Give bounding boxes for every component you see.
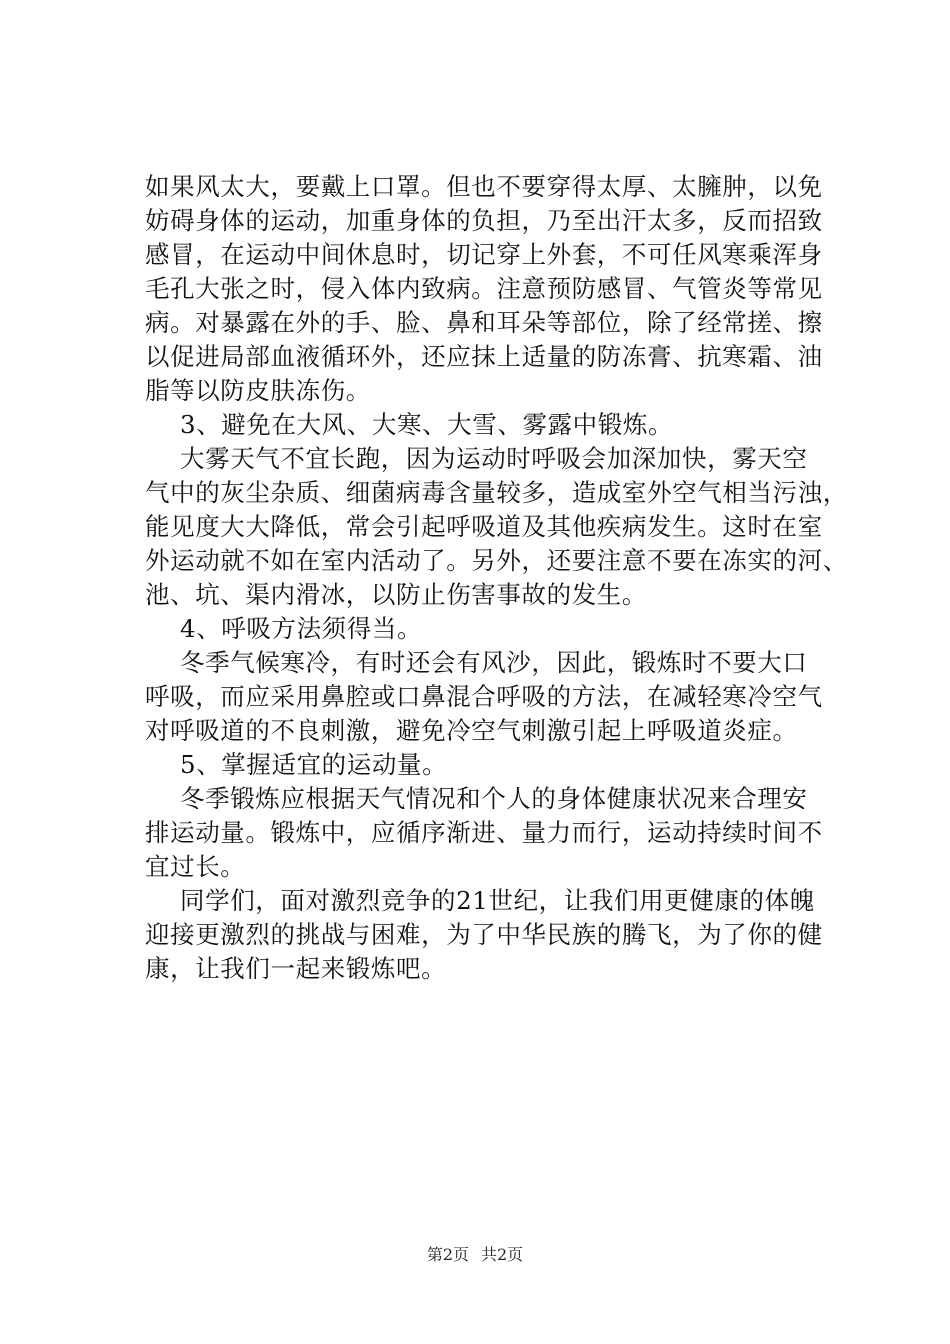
section-heading: 3、避免在大风、大寒、大雪、雾露中锻炼。 (180, 410, 674, 439)
text-line: 迎接更激烈的挑战与困难，为了中华民族的腾飞，为了你的健 (145, 920, 823, 949)
text-line: 以促进局部血液循环外，还应抹上适量的防冻膏、抗寒霜、油 (145, 342, 823, 371)
text-line: 外运动就不如在室内活动了。另外，还要注意不要在冻实的河、 (145, 546, 848, 575)
text-line: 脂等以防皮肤冻伤。 (145, 376, 371, 405)
document-body (145, 170, 848, 986)
text-line: 如果风太大，要戴上口罩。但也不要穿得太厚、太臃肿，以免 (145, 172, 823, 201)
page-footer (0, 1245, 950, 1265)
text-line: 病。对暴露在外的手、脸、鼻和耳朵等部位，除了经常搓、擦 (145, 308, 823, 337)
text-line: 气中的灰尘杂质、细菌病毒含量较多，造成室外空气相当污浊， (145, 478, 848, 507)
text-line: 冬季锻炼应根据天气情况和个人的身体健康状况来合理安 (180, 784, 808, 813)
text-line: 感冒，在运动中间休息时，切记穿上外套，不可任风寒乘浑身 (145, 240, 823, 269)
section-heading: 5、掌握适宜的运动量。 (180, 750, 448, 779)
text-line: 妨碍身体的运动，加重身体的负担，乃至出汗太多，反而招致 (145, 206, 823, 235)
text-line: 冬季气候寒冷，有时还会有风沙，因此，锻炼时不要大口 (180, 648, 808, 677)
text-line: 宜过长。 (145, 852, 246, 881)
text-line: 同学们，面对激烈竞争的21世纪，让我们用更健康的体魄 (180, 886, 815, 915)
text-line: 对呼吸道的不良刺激，避免冷空气刺激引起上呼吸道炎症。 (145, 716, 798, 745)
page-total: 共2页 (481, 1245, 524, 1264)
text-line: 排运动量。锻炼中，应循序渐进、量力而行，运动持续时间不 (145, 818, 823, 847)
page-number: 第2页 (426, 1245, 469, 1264)
text-line: 康，让我们一起来锻炼吧。 (145, 954, 447, 983)
text-line: 呼吸，而应采用鼻腔或口鼻混合呼吸的方法，在减轻寒冷空气 (145, 682, 823, 711)
text-line: 毛孔大张之时，侵入体内致病。注意预防感冒、气管炎等常见 (145, 274, 823, 303)
text-line: 能见度大大降低，常会引起呼吸道及其他疾病发生。这时在室 (145, 512, 823, 541)
text-line: 大雾天气不宜长跑，因为运动时呼吸会加深加快，雾天空 (180, 444, 808, 473)
text-line: 池、坑、渠内滑冰，以防止伤害事故的发生。 (145, 580, 647, 609)
section-heading: 4、呼吸方法须得当。 (180, 614, 423, 643)
